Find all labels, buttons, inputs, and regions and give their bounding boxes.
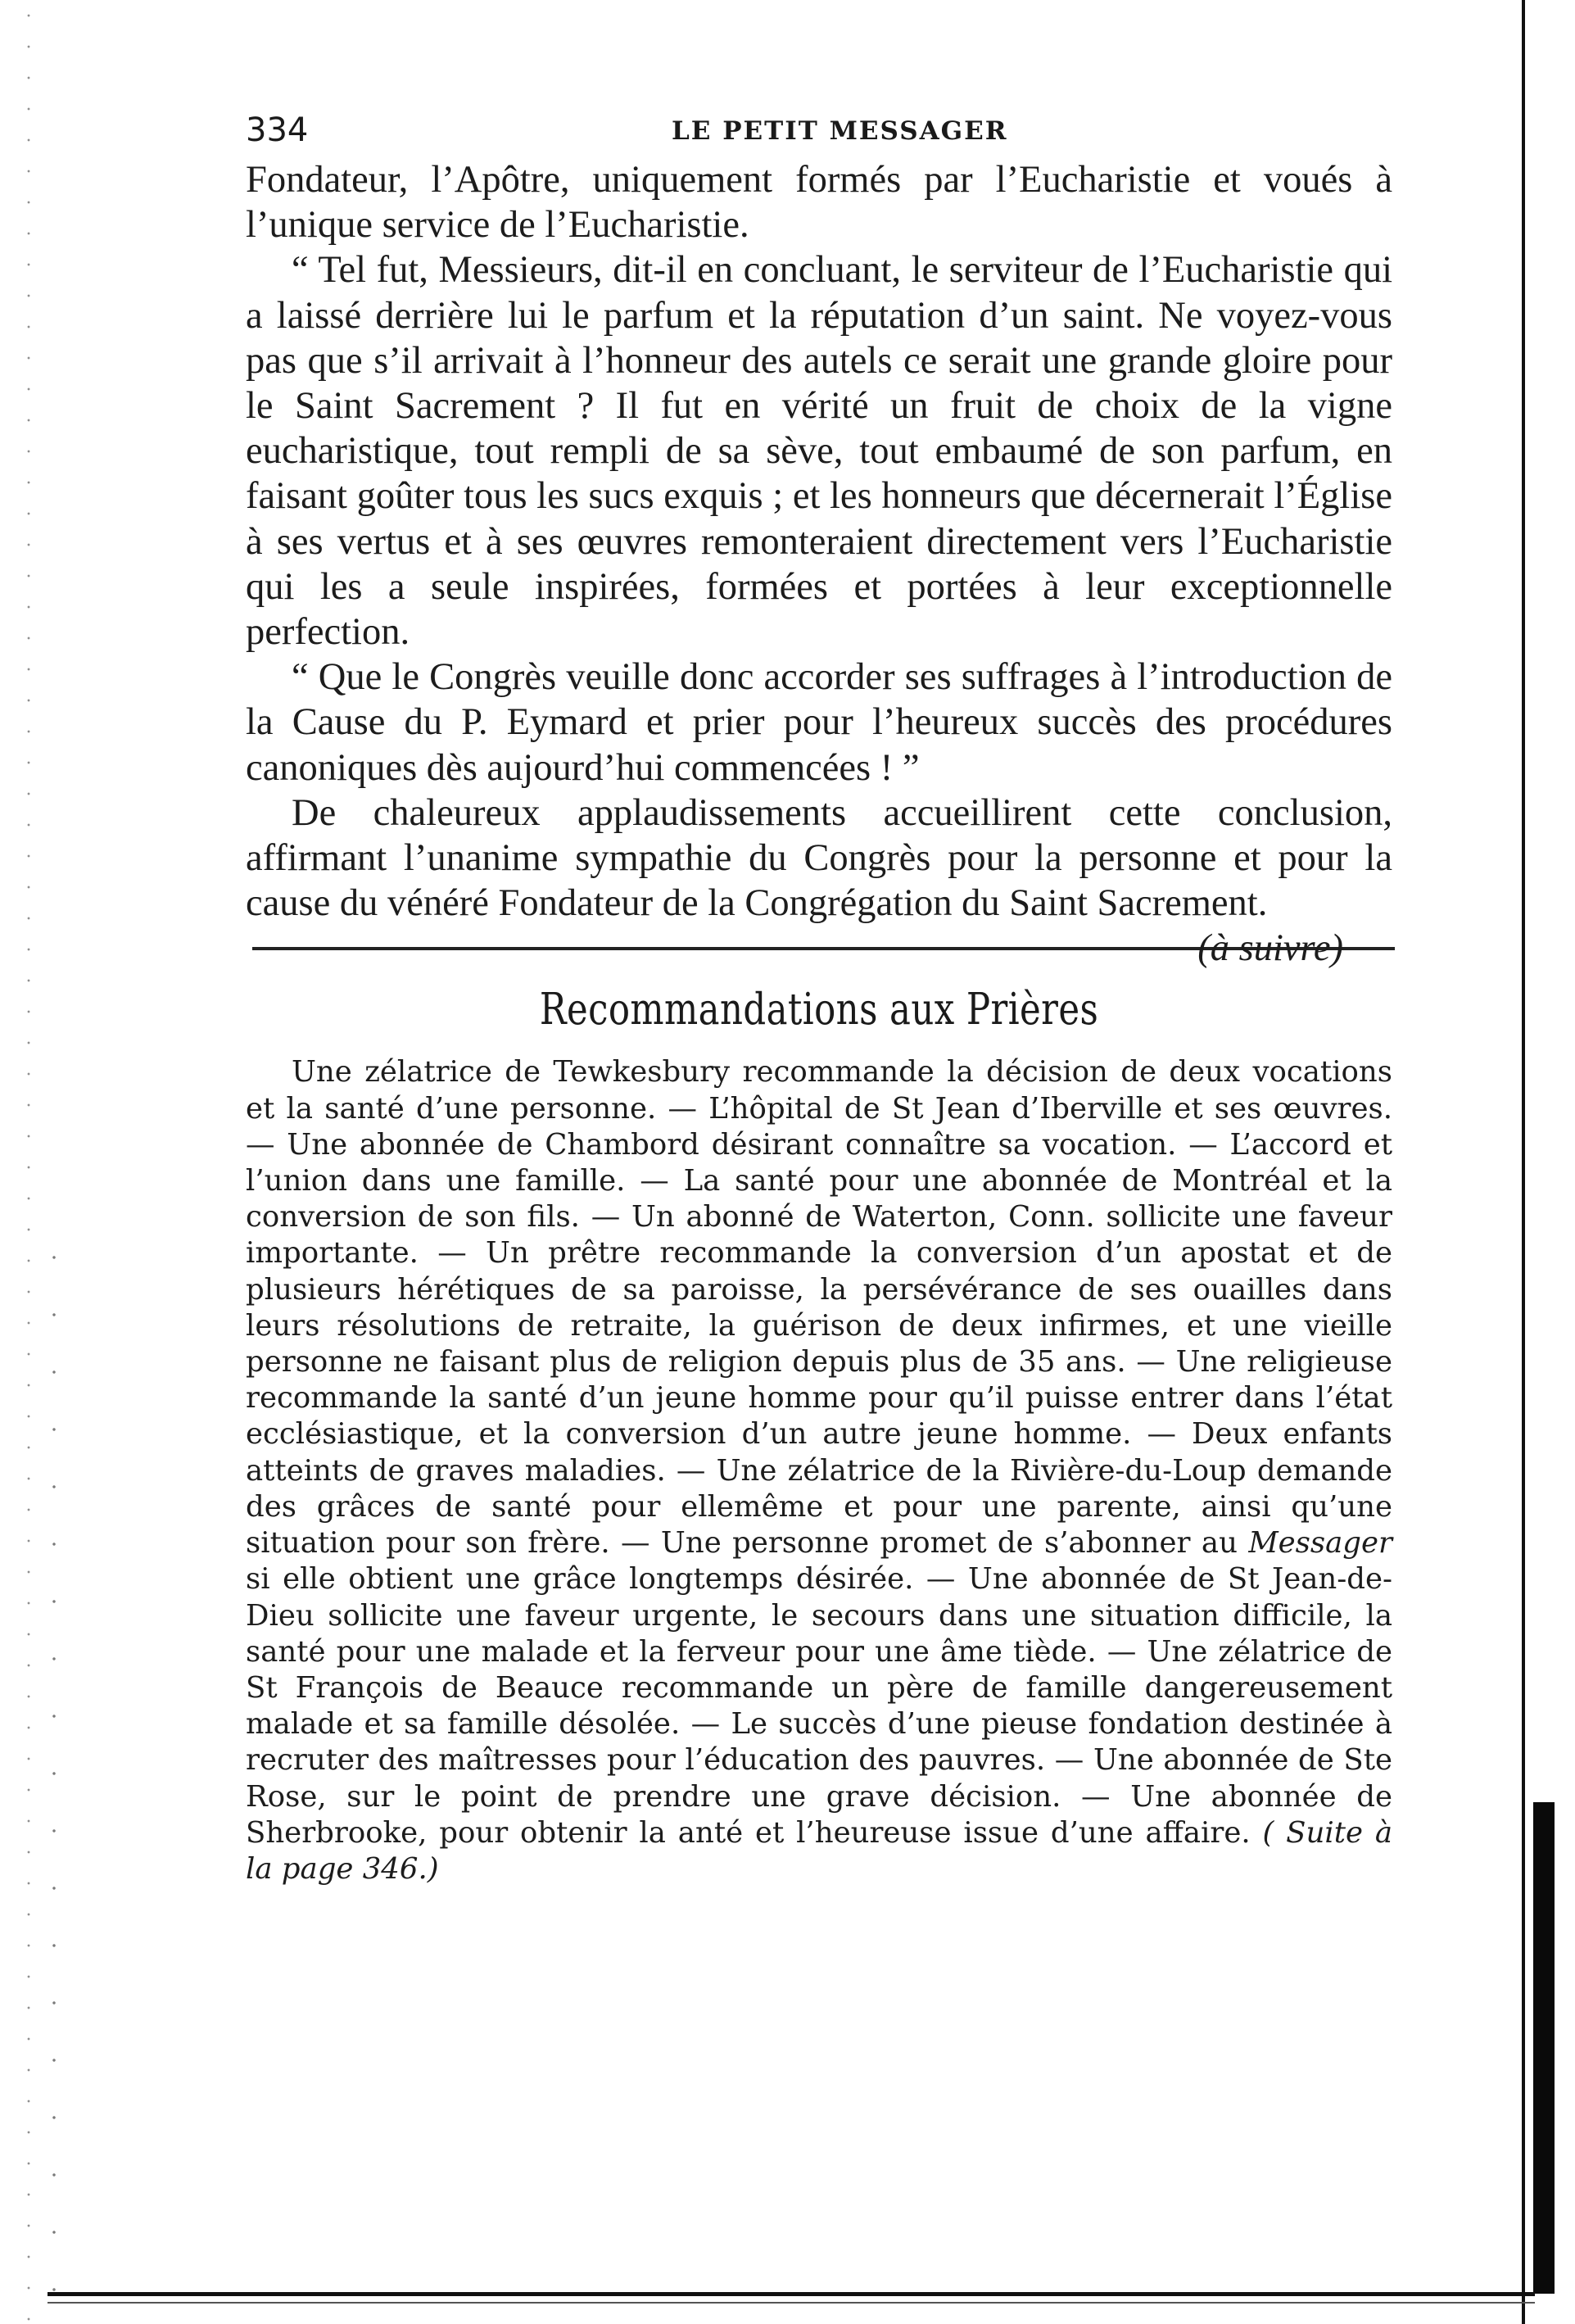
binding-edge-bar <box>1533 1802 1555 2294</box>
paragraph-1: Fondateur, l’Apôtre, uniquement formés par l’Eucharistie et voués à l’unique service de l’Eucharistie. <box>246 159 1392 247</box>
page-bottom-edge <box>48 2292 1535 2296</box>
paragraph-2: “ Tel fut, Messieurs, dit-il en concluant, le serviteur de l’Eucharistie qui a laissé derrière lui le parfum et la réputation d’un saint. Ne voyez-vous pas que s’il arrivait à l’honneur des autels ce serait une grande gloire pour le Saint Sacrement ? Il fut en vérité un fruit de choix de la vigne eucharistique, tout rempli de sa sève, tout embaumé de son parfum, en faisant goûter tous les sucs exquis ; et les honneurs que décernerait l’Église à ses vertus et à ses œuvres remonteraient directement vers l’Eucharistie qui les a seule inspirées, formées et portées à leur exceptionnelle perfection. <box>246 249 1392 654</box>
scan-edge-speckles <box>23 0 38 2324</box>
article-body <box>246 157 1392 970</box>
running-title: LE PETIT MESSAGER <box>672 116 1008 146</box>
recommendations-body <box>246 1054 1392 1887</box>
recommendations-text: Une zélatrice de Tewkesbury recommande la décision de deux vocations et la santé d’une personne. — L’hôpital de St Jean d’Iberville et ses œuvres. — Une abonnée de Chambord désirant connaître sa vocation. — L’accord et l’union dans une famille. — La santé pour une abonnée de Montréal et la conversion de son fils. — Un abonné de Waterton, Conn. sollicite une faveur importante. — Un prêtre recommande la conversion d’un apostat et de plusieurs hérétiques de sa paroisse, la persévérance de ses ouailles dans leurs résolutions de retraite, la guérison de deux infirmes, et une vieille personne ne faisant plus de religion depuis plus de 35 ans. — Une religieuse recommande la santé d’un jeune homme pour qu’il puisse entrer dans l’état ecclésiastique, et la conversion d’un autre jeune homme. — Deux enfants atteints de graves maladies. — Une zélatrice de la Rivière-du-Loup demande des grâces de santé pour ellemême et pour une parente, ainsi qu’une situation pour son frère. — Une personne promet de s’abonner au Messager si elle obtient une grâce longtemps désirée. — Une abonnée de St Jean-de-Dieu sollicite une faveur urgente, le secours dans une situation difficile, la santé pour une malade et la ferveur pour une âme tiède. — Une zélatrice de St François de Beauce recommande un père de famille dangereusement malade et sa famille désolée. — Le succès d’une pieuse fondation destinée à recruter des maîtresses pour l’éducation des pauvres. — Une abonnée de Ste Rose, sur le point de prendre une grave décision. — Une abonnée de Sherbrooke, pour obtenir la anté et l’heureuse issue d’une affaire. <box>246 1055 1392 1850</box>
continued-reference: ( Suite à la page 346.) <box>246 1815 1392 1886</box>
messager-title: Messager <box>1248 1526 1392 1561</box>
page-bottom-edge-thin <box>48 2302 1535 2304</box>
binding-edge-line <box>1522 0 1525 2324</box>
page-content <box>246 105 1392 1887</box>
page-number: 334 <box>246 111 309 149</box>
to-be-continued: (à suivre) <box>1197 927 1343 970</box>
running-head <box>246 105 1392 157</box>
section-heading: Recommandations aux Prières <box>539 985 1099 1035</box>
scan-edge-speckles-lower <box>51 1229 57 2324</box>
paragraph-4 <box>246 791 1392 970</box>
paragraph-4-text: De chaleureux applaudissements accueillirent cette conclusion, affirmant l’unanime sympathie du Congrès pour la personne et pour la cause du vénéré Fondateur de la Congrégation du Saint Sacrement. <box>246 791 1392 925</box>
paragraph-3: “ Que le Congrès veuille donc accorder ses suffrages à l’introduction de la Cause du P. Eymard et prier pour l’heureux succès des procédures canoniques dès aujourd’hui commencées ! ” <box>246 656 1392 789</box>
